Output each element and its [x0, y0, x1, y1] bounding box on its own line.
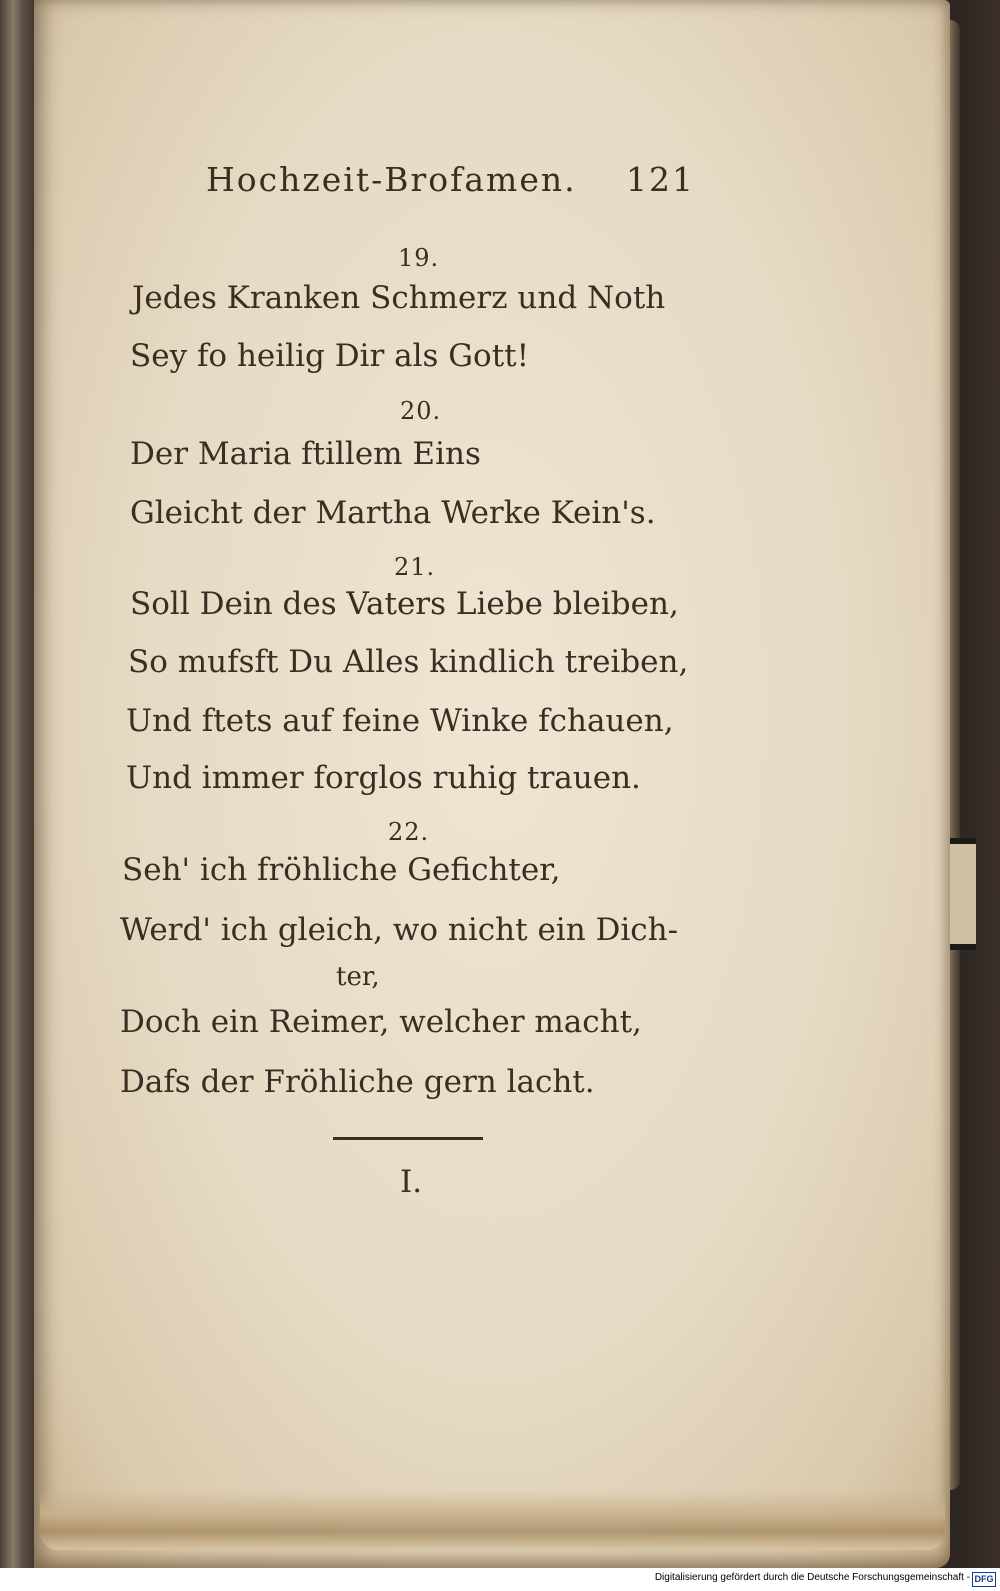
catchword: I. [400, 1164, 423, 1200]
verse-line: So mufsft Du Alles kindlich treiben, [128, 644, 689, 680]
verse-line: Seh' ich fröhliche Gefichter, [122, 852, 561, 888]
page-number: 121 [626, 160, 695, 199]
section-rule [333, 1137, 483, 1140]
running-title: Hochzeit-Brofamen. [206, 160, 577, 199]
stanza-number: 20. [400, 397, 442, 425]
verse-line: Dafs der Fröhliche gern lacht. [120, 1064, 595, 1100]
verse-line: Soll Dein des Vaters Liebe bleiben, [130, 586, 679, 622]
funding-credit: Digitalisierung gefördert durch die Deutsche Forschungsgemeinschaft - [654, 1572, 970, 1583]
verse-line-continuation: ter, [336, 962, 380, 992]
verse-line: Werd' ich gleich, wo nicht ein Dich- [120, 912, 679, 948]
verse-line: Und immer forglos ruhig trauen. [126, 760, 641, 796]
stanza-number: 21. [394, 553, 436, 581]
verse-line: Doch ein Reimer, welcher macht, [120, 1004, 642, 1040]
binding-edge [0, 0, 38, 1568]
verse-line: Jedes Kranken Schmerz und Noth [132, 280, 666, 316]
dfg-logo: DFG [972, 1572, 996, 1587]
verse-line: Und ftets auf feine Winke fchauen, [126, 703, 674, 739]
verse-line: Der Maria ftillem Eins [130, 436, 481, 472]
verse-line: Gleicht der Martha Werke Kein's. [130, 495, 656, 531]
stanza-number: 19. [398, 244, 440, 272]
stanza-number: 22. [388, 818, 430, 846]
footer-bar [0, 1568, 1000, 1591]
page-bottom-edge [40, 1490, 945, 1550]
verse-line: Sey fo heilig Dir als Gott! [130, 338, 530, 374]
